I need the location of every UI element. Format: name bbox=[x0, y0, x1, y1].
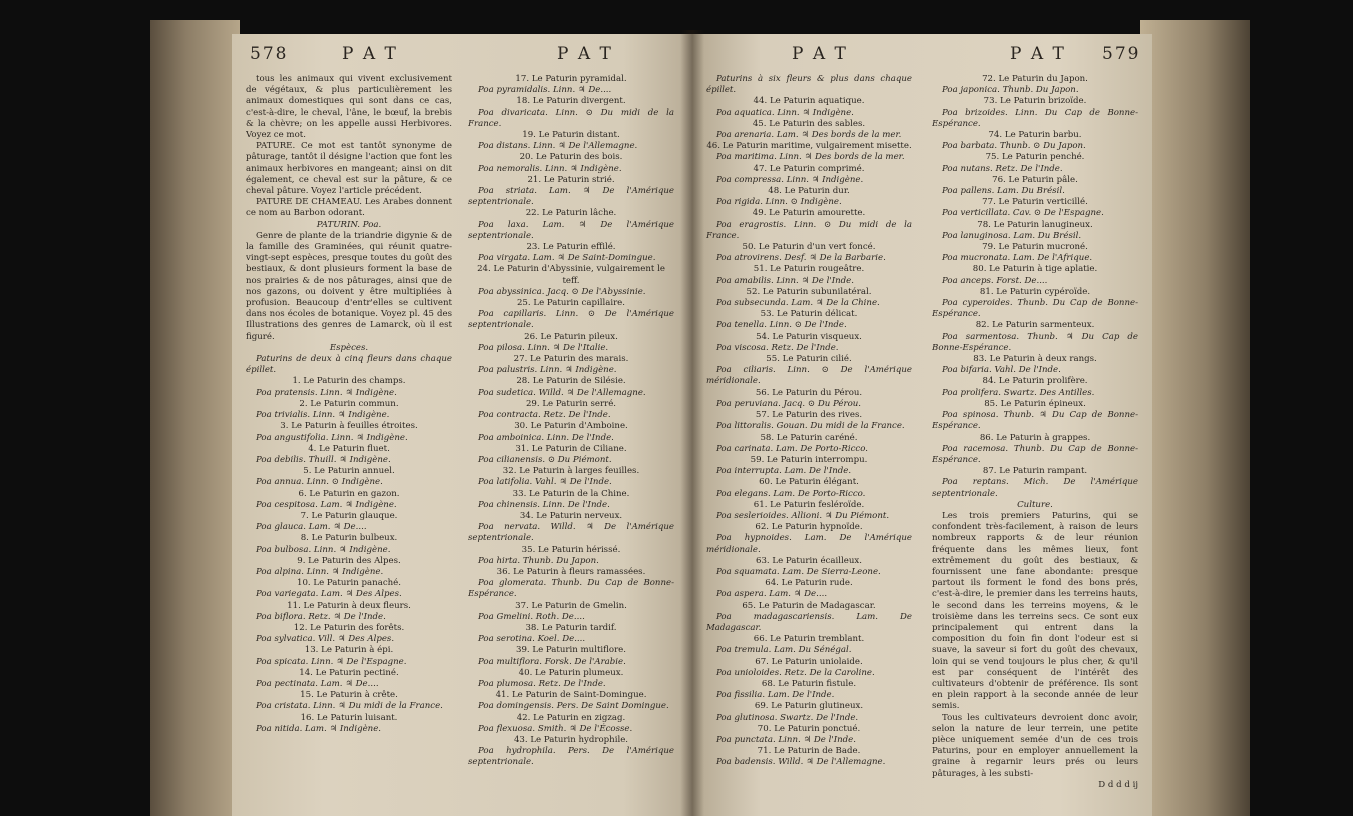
text-line: 58. Le Paturin caréné. bbox=[760, 432, 858, 443]
text-line: 15. Le Paturin à crête. bbox=[300, 690, 398, 701]
text-line: Poa flexuosa. Smith. ♃ De l'Écosse. bbox=[478, 723, 633, 734]
text-line: Poa bulbosa. Linn. ♃ Indigène. bbox=[256, 544, 391, 555]
text-line: 83. Le Paturin à deux rangs. bbox=[973, 354, 1097, 365]
text-line: Poa peruviana. Jacq. ⊙ Du Pérou. bbox=[716, 398, 862, 409]
text-line: Poa eragrostis. Linn. ⊙ Du midi de la France. bbox=[706, 219, 912, 241]
text-line: 14. Le Paturin pectiné. bbox=[299, 667, 399, 678]
text-line: Paturins à six fleurs & plus dans chaque épillet. bbox=[706, 74, 912, 96]
text-line: Poa cristata. Linn. ♃ Du midi de la France. bbox=[256, 701, 443, 712]
text-line: Poa brizoides. Linn. Du Cap de Bonne-Espérance. bbox=[932, 107, 1138, 129]
text-line: 53. Le Paturin délicat. bbox=[760, 309, 858, 320]
text-line: Poa aspera. Lam. ♃ De.... bbox=[716, 589, 828, 600]
text-line: 61. Le Paturin fesléroïde. bbox=[753, 499, 865, 510]
text-line: 2. Le Paturin commun. bbox=[299, 398, 399, 409]
text-column-2 bbox=[932, 74, 1138, 809]
text-line: 85. Le Paturin épineux. bbox=[984, 398, 1086, 409]
text-line: 35. Le Paturin hérissé. bbox=[521, 544, 621, 555]
left-page bbox=[232, 34, 692, 816]
running-head-right: P A T bbox=[1010, 44, 1066, 64]
text-line: Poa contracta. Retz. De l'Inde. bbox=[478, 410, 611, 421]
text-line: 5. Le Paturin annuel. bbox=[303, 466, 395, 477]
text-line: Poa Gmelini. Roth. De.... bbox=[478, 611, 585, 622]
text-line: 86. Le Paturin à grappes. bbox=[979, 432, 1091, 443]
text-line: 73. Le Paturin brizoïde. bbox=[983, 96, 1087, 107]
text-line: 22. Le Paturin lâche. bbox=[525, 208, 617, 219]
text-line: Poa spinosa. Thunb. ♃ Du Cap de Bonne-Espérance. bbox=[932, 410, 1138, 432]
text-line: 76. Le Paturin pâle. bbox=[992, 174, 1078, 185]
text-line: Poa hirta. Thunb. Du Japon. bbox=[478, 555, 599, 566]
text-line: 39. Le Paturin multiflore. bbox=[515, 645, 627, 656]
text-line: 6. Le Paturin en gazon. bbox=[298, 488, 400, 499]
text-line: D d d d ij bbox=[1098, 779, 1138, 790]
text-line: 21. Le Paturin strié. bbox=[527, 174, 615, 185]
text-line: Poa atrovirens. Desf. ♃ De la Barbarie. bbox=[716, 253, 886, 264]
text-line: 16. Le Paturin luisant. bbox=[300, 712, 398, 723]
running-head-left: P A T bbox=[342, 44, 398, 64]
text-line: Poa domingensis. Pers. De Saint Domingue. bbox=[478, 701, 669, 712]
text-line: Poa anceps. Forst. De.... bbox=[942, 275, 1048, 286]
text-line: 68. Le Paturin fistule. bbox=[761, 678, 857, 689]
text-line: Poa glutinosa. Swartz. De l'Inde. bbox=[716, 712, 859, 723]
text-line: 50. Le Paturin d'un vert foncé. bbox=[742, 242, 876, 253]
text-line: Poa annua. Linn. ⊙ Indigène. bbox=[256, 477, 383, 488]
text-line: Tous les cultivateurs devroient donc avoir, selon la nature de leur terrein, une petite pièce uniquement semée d'un de ces trois Paturins, pour en employer annuellement la graine à regarnir leurs prés ou leurs pâturages, à les substi- bbox=[932, 712, 1138, 779]
text-line: 26. Le Paturin pileux. bbox=[524, 331, 618, 342]
text-line: Poa fissilia. Lam. De l'Inde. bbox=[716, 690, 835, 701]
right-page bbox=[692, 34, 1152, 816]
text-line: 62. Le Paturin hypnoïde. bbox=[755, 522, 863, 533]
text-line: Poa carinata. Lam. De Porto-Ricco. bbox=[716, 443, 868, 454]
text-line: Poa cyperoides. Thunb. Du Cap de Bonne-Espérance. bbox=[932, 298, 1138, 320]
text-line: Poa lanuginosa. Lam. Du Brésil. bbox=[942, 230, 1082, 241]
text-line: Poa alpina. Linn. ♃ Indigène. bbox=[256, 566, 384, 577]
text-line: 71. Le Paturin de Bade. bbox=[757, 746, 861, 757]
text-line: 70. Le Paturin ponctué. bbox=[757, 723, 861, 734]
text-line: 19. Le Paturin distant. bbox=[522, 130, 620, 141]
text-line: 31. Le Paturin de Ciliane. bbox=[515, 443, 627, 454]
text-line: Poa sylvatica. Vill. ♃ Des Alpes. bbox=[256, 634, 395, 645]
text-line: Poa glauca. Lam. ♃ De.... bbox=[256, 522, 367, 533]
text-line: Poa cespitosa. Lam. ♃ Indigène. bbox=[256, 499, 397, 510]
text-line: Poa nemoralis. Linn. ♃ Indigène. bbox=[478, 163, 622, 174]
text-line: 47. Le Paturin comprimé. bbox=[753, 163, 865, 174]
text-line: Poa tremula. Lam. Du Sénégal. bbox=[716, 645, 852, 656]
text-line: Poa bifaria. Vahl. De l'Inde. bbox=[942, 365, 1061, 376]
text-line: 78. Le Paturin lanugineux. bbox=[977, 219, 1093, 230]
text-line: Poa amboinica. Linn. De l'Inde. bbox=[478, 432, 614, 443]
text-line: 8. Le Paturin bulbeux. bbox=[300, 533, 398, 544]
text-line: Poa pallens. Lam. Du Brésil. bbox=[942, 186, 1065, 197]
text-line: Poa sudetica. Willd. ♃ De l'Allemagne. bbox=[478, 387, 646, 398]
text-line: Poa reptans. Mich. De l'Amérique septentrionale. bbox=[932, 477, 1138, 499]
text-line: Poa nitida. Lam. ♃ Indigène. bbox=[256, 723, 382, 734]
text-line: 33. Le Paturin de la Chine. bbox=[512, 488, 630, 499]
text-line: 37. Le Paturin de Gmelin. bbox=[515, 600, 627, 611]
text-line: 30. Le Paturin d'Amboine. bbox=[514, 421, 628, 432]
text-line: Culture. bbox=[1017, 499, 1053, 510]
text-line: Poa maritima. Linn. ♃ Des bords de la mer. bbox=[716, 152, 905, 163]
text-line: Poa badensis. Willd. ♃ De l'Allemagne. bbox=[716, 757, 886, 768]
text-line: Poa cilianensis. ⊙ Du Piémont. bbox=[478, 454, 612, 465]
left-page-edges bbox=[150, 20, 240, 816]
text-column-1 bbox=[706, 74, 912, 809]
text-line: Poa amabilis. Linn. ♃ De l'Inde. bbox=[716, 275, 854, 286]
text-line: 13. Le Paturin à épi. bbox=[304, 645, 394, 656]
running-head-left: P A T bbox=[792, 44, 848, 64]
text-line: Poa distans. Linn. ♃ De l'Allemagne. bbox=[478, 141, 638, 152]
text-line: 63. Le Paturin écailleux. bbox=[755, 555, 863, 566]
text-line: PATURE DE CHAMEAU. Les Arabes donnent ce nom au Barbon odorant. bbox=[246, 197, 452, 219]
text-line: Poa ciliaris. Linn. ⊙ De l'Amérique méridionale. bbox=[706, 365, 912, 387]
text-line: Poa verticillata. Cav. ⊙ De l'Espagne. bbox=[942, 208, 1104, 219]
text-line: Poa trivialis. Linn. ♃ Indigène. bbox=[256, 410, 390, 421]
text-line: Poa japonica. Thunb. Du Japon. bbox=[942, 85, 1079, 96]
text-line: 46. Le Paturin maritime, vulgairement misette. bbox=[706, 141, 912, 152]
text-line: Poa nutans. Retz. De l'Inde. bbox=[942, 163, 1063, 174]
text-line: 38. Le Paturin tardif. bbox=[525, 622, 617, 633]
text-line: Poa sarmentosa. Thunb. ♃ Du Cap de Bonne-Espérance. bbox=[932, 331, 1138, 353]
text-line: 4. Le Paturin fluet. bbox=[308, 443, 390, 454]
text-line: 77. Le Paturin verticillé. bbox=[982, 197, 1088, 208]
text-line: Poa divaricata. Linn. ⊙ Du midi de la France. bbox=[468, 107, 674, 129]
text-line: 42. Le Paturin en zigzag. bbox=[516, 712, 626, 723]
text-line: Poa chinensis. Linn. De l'Inde. bbox=[478, 499, 610, 510]
text-line: Poa abyssinica. Jacq. ⊙ De l'Abyssinie. bbox=[478, 286, 646, 297]
text-line: 44. Le Paturin aquatique. bbox=[753, 96, 865, 107]
page-number: 578 bbox=[250, 44, 289, 64]
text-line: 54. Le Paturin visqueux. bbox=[756, 331, 862, 342]
text-line: Poa unioloides. Retz. De la Caroline. bbox=[716, 667, 875, 678]
text-line: 34. Le Paturin nerveux. bbox=[519, 510, 623, 521]
text-line: 84. Le Paturin prolifère. bbox=[982, 376, 1088, 387]
text-line: Poa pectinata. Lam. ♃ De.... bbox=[256, 678, 379, 689]
text-line: 45. Le Paturin des sables. bbox=[752, 118, 866, 129]
text-line: 56. Le Paturin du Pérou. bbox=[755, 387, 863, 398]
text-line: Espèces. bbox=[329, 342, 369, 353]
text-line: Poa nervata. Willd. ♃ De l'Amérique septentrionale. bbox=[468, 522, 674, 544]
text-line: 64. Le Paturin rude. bbox=[765, 578, 853, 589]
text-line: 69. Le Paturin glutineux. bbox=[754, 701, 864, 712]
text-column-2 bbox=[468, 74, 674, 809]
text-line: 12. Le Paturin des forêts. bbox=[293, 622, 405, 633]
text-line: 80. Le Paturin à tige aplatie. bbox=[972, 264, 1098, 275]
text-line: 75. Le Paturin penché. bbox=[985, 152, 1085, 163]
text-line: Poa squamata. Lam. De Sierra-Leone. bbox=[716, 566, 881, 577]
text-line: 3. Le Paturin à feuilles étroites. bbox=[280, 421, 418, 432]
text-line: 40. Le Paturin plumeux. bbox=[518, 667, 624, 678]
text-line: 65. Le Paturin de Madagascar. bbox=[742, 600, 876, 611]
text-line: Poa striata. Lam. ♃ De l'Amérique septentrionale. bbox=[468, 186, 674, 208]
text-line: 32. Le Paturin à larges feuilles. bbox=[502, 466, 640, 477]
text-line: Poa racemosa. Thunb. Du Cap de Bonne-Espérance. bbox=[932, 443, 1138, 465]
text-line: 87. Le Paturin rampant. bbox=[982, 466, 1088, 477]
text-line: 25. Le Paturin capillaire. bbox=[516, 298, 626, 309]
text-line: Poa tenella. Linn. ⊙ De l'Inde. bbox=[716, 320, 847, 331]
text-line: 79. Le Paturin mucroné. bbox=[982, 242, 1088, 253]
text-line: Poa pratensis. Linn. ♃ Indigène. bbox=[256, 387, 397, 398]
text-line: 49. Le Paturin amourette. bbox=[752, 208, 866, 219]
text-line: 81. Le Paturin cypéroïde. bbox=[979, 286, 1091, 297]
text-line: 28. Le Paturin de Silésie. bbox=[516, 376, 626, 387]
text-line: 24. Le Paturin d'Abyssinie, vulgairement le teff. bbox=[477, 264, 665, 286]
text-line: Poa glomerata. Thunb. Du Cap de Bonne-Espérance. bbox=[468, 578, 674, 600]
text-line: Poa elegans. Lam. De Porto-Ricco. bbox=[716, 488, 866, 499]
running-head-right: P A T bbox=[557, 44, 613, 64]
text-line: PATURE. Ce mot est tantôt synonyme de pâturage, tantôt il désigne l'action que font les animaux herbivores en mangeant; ainsi on dit également, ce cheval est sur la pâture, & ce cheval pâture. Voyez l'article précédent. bbox=[246, 141, 452, 197]
text-line: 10. Le Paturin panaché. bbox=[296, 578, 401, 589]
text-line: Poa virgata. Lam. ♃ De Saint-Domingue. bbox=[478, 253, 656, 264]
book-gutter bbox=[680, 30, 704, 816]
text-line: 66. Le Paturin tremblant. bbox=[753, 634, 865, 645]
text-line: 29. Le Paturin serré. bbox=[525, 398, 617, 409]
text-line: 74. Le Paturin barbu. bbox=[988, 130, 1082, 141]
text-line: Poa pyramidalis. Linn. ♃ De.... bbox=[478, 85, 612, 96]
text-line: Poa spicata. Linn. ♃ De l'Espagne. bbox=[256, 656, 407, 667]
text-line: 9. Le Paturin des Alpes. bbox=[297, 555, 401, 566]
text-line: Poa interrupta. Lam. De l'Inde. bbox=[716, 466, 852, 477]
text-line: Poa seslerioides. Allioni. ♃ Du Piémont. bbox=[716, 510, 890, 521]
text-line: Poa arenaria. Lam. ♃ Des bords de la mer. bbox=[716, 130, 902, 141]
text-line: Poa hypnoides. Lam. De l'Amérique méridionale. bbox=[706, 533, 912, 555]
text-line: 57. Le Paturin des rives. bbox=[755, 410, 863, 421]
text-line: Poa plumosa. Retz. De l'Inde. bbox=[478, 678, 606, 689]
text-line: Poa mucronata. Lam. De l'Afrique. bbox=[942, 253, 1093, 264]
text-line: 36. Le Paturin à fleurs ramassées. bbox=[496, 566, 646, 577]
text-line: Poa punctata. Linn. ♃ De l'Inde. bbox=[716, 734, 856, 745]
text-line: 48. Le Paturin dur. bbox=[768, 186, 850, 197]
text-line: 51. Le Paturin rougeâtre. bbox=[753, 264, 865, 275]
text-line: Poa compressa. Linn. ♃ Indigène. bbox=[716, 174, 864, 185]
page-number: 579 bbox=[1102, 44, 1141, 64]
text-line: Poa littoralis. Gouan. Du midi de la France. bbox=[716, 421, 905, 432]
text-line: Poa palustris. Linn. ♃ Indigène. bbox=[478, 365, 617, 376]
text-line: Poa serotina. Koel. De.... bbox=[478, 634, 586, 645]
text-line: 82. Le Paturin sarmenteux. bbox=[975, 320, 1095, 331]
text-line: 60. Le Paturin élégant. bbox=[759, 477, 859, 488]
text-line: 20. Le Paturin des bois. bbox=[519, 152, 623, 163]
text-line: Poa madagascariensis. Lam. De Madagascar. bbox=[706, 611, 912, 633]
text-line: Poa prolifera. Swartz. Des Antilles. bbox=[942, 387, 1095, 398]
text-line: 72. Le Paturin du Japon. bbox=[982, 74, 1088, 84]
text-line: 27. Le Paturin des marais. bbox=[513, 354, 629, 365]
text-line: Poa latifolia. Vahl. ♃ De l'Inde. bbox=[478, 477, 612, 488]
right-page-edges bbox=[1140, 20, 1250, 816]
text-line: Poa biflora. Retz. ♃ De l'Inde. bbox=[256, 611, 386, 622]
text-line: Poa barbata. Thunb. ⊙ Du Japon. bbox=[942, 141, 1086, 152]
text-line: PATURIN. Poa. bbox=[316, 219, 382, 230]
text-line: tous les animaux qui vivent exclusivement de végétaux, & plus particulièrement les animaux domestiques qui sont dans ce cas, c'est-à-dire, le cheval, l'âne, le bœuf, la brebis & la chèvre; on les appelle aussi Herbivores. Voyez ce mot. bbox=[246, 74, 452, 141]
text-line: 43. Le Paturin hydrophile. bbox=[513, 734, 629, 745]
text-line: Les trois premiers Paturins, qui se confondent très-facilement, à raison de leurs nombreux rapports & de leur réunion fréquente dans les mêmes lieux, font extrêmement du goût des bestiaux, & fournissent une fane abondante: presque partout ils forment le fond des bons prés, c'est-à-dire, le premier dans les terreins hauts, le second dans les terreins moyens, & le troisième dans les terreins secs. Ce sont eux principalement qui entrent dans la composition du foin fin dont l'odeur est si suave, la saveur si fort du goût des chevaux, loin qui se vend toujours le plus cher, & qu'il est par conséquent de l'intérêt des cultivateurs d'obtenir de préférence. Ils sont en plein rapport à la seconde année de leur semis. bbox=[932, 510, 1138, 712]
text-line: 1. Le Paturin des champs. bbox=[292, 376, 406, 387]
text-line: Poa pilosa. Linn. ♃ De l'Italie. bbox=[478, 342, 609, 353]
text-line: 17. Le Paturin pyramidal. bbox=[515, 74, 627, 84]
text-line: Poa laxa. Lam. ♃ De l'Amérique septentrionale. bbox=[468, 219, 674, 241]
text-line: Poa capillaris. Linn. ⊙ De l'Amérique septentrionale. bbox=[468, 309, 674, 331]
text-line: Poa subsecunda. Lam. ♃ De la Chine. bbox=[716, 298, 880, 309]
text-line: Poa multiflora. Forsk. De l'Arabie. bbox=[478, 656, 626, 667]
text-line: Genre de plante de la triandrie digynie & de la famille des Graminées, qui réunit quatre-vingt-sept espèces, presque toutes du goût des bestiaux, & dont plusieurs forment la base de nos prairies & de nos pâturages, ainsi que de nos gazons, ou doivent y être multipliées à profusion. Beaucoup d'entr'elles se cultivent dans nos écoles de botanique. Voyez pl. 45 des Illustrations des genres de Lamarck, où il est figuré. bbox=[246, 230, 452, 342]
text-line: 7. Le Paturin glauque. bbox=[300, 510, 398, 521]
text-line: 59. Le Paturin interrompu. bbox=[750, 454, 868, 465]
text-line: 55. Le Paturin cilié. bbox=[766, 354, 852, 365]
text-line: Paturins de deux à cinq fleurs dans chaque épillet. bbox=[246, 354, 452, 376]
text-line: 11. Le Paturin à deux fleurs. bbox=[287, 600, 411, 611]
text-line: Poa aquatica. Linn. ♃ Indigène. bbox=[716, 107, 854, 118]
text-line: Poa hydrophila. Pers. De l'Amérique septentrionale. bbox=[468, 746, 674, 768]
text-line: Poa rigida. Linn. ⊙ Indigène. bbox=[716, 197, 842, 208]
text-line: 41. Le Paturin de Saint-Domingue. bbox=[495, 690, 647, 701]
text-line: 23. Le Paturin effilé. bbox=[526, 242, 616, 253]
text-line: Poa variegata. Lam. ♃ Des Alpes. bbox=[256, 589, 402, 600]
text-column-1 bbox=[246, 74, 452, 809]
text-line: 67. Le Paturin uniolaide. bbox=[755, 656, 863, 667]
text-line: 52. Le Paturin subunilatéral. bbox=[746, 286, 872, 297]
text-line: 18. Le Paturin divergent. bbox=[516, 96, 626, 107]
text-line: Poa debilis. Thuill. ♃ Indigène. bbox=[256, 454, 391, 465]
text-line: Poa viscosa. Retz. De l'Inde. bbox=[716, 342, 839, 353]
text-line: Poa angustifolia. Linn. ♃ Indigène. bbox=[256, 432, 408, 443]
